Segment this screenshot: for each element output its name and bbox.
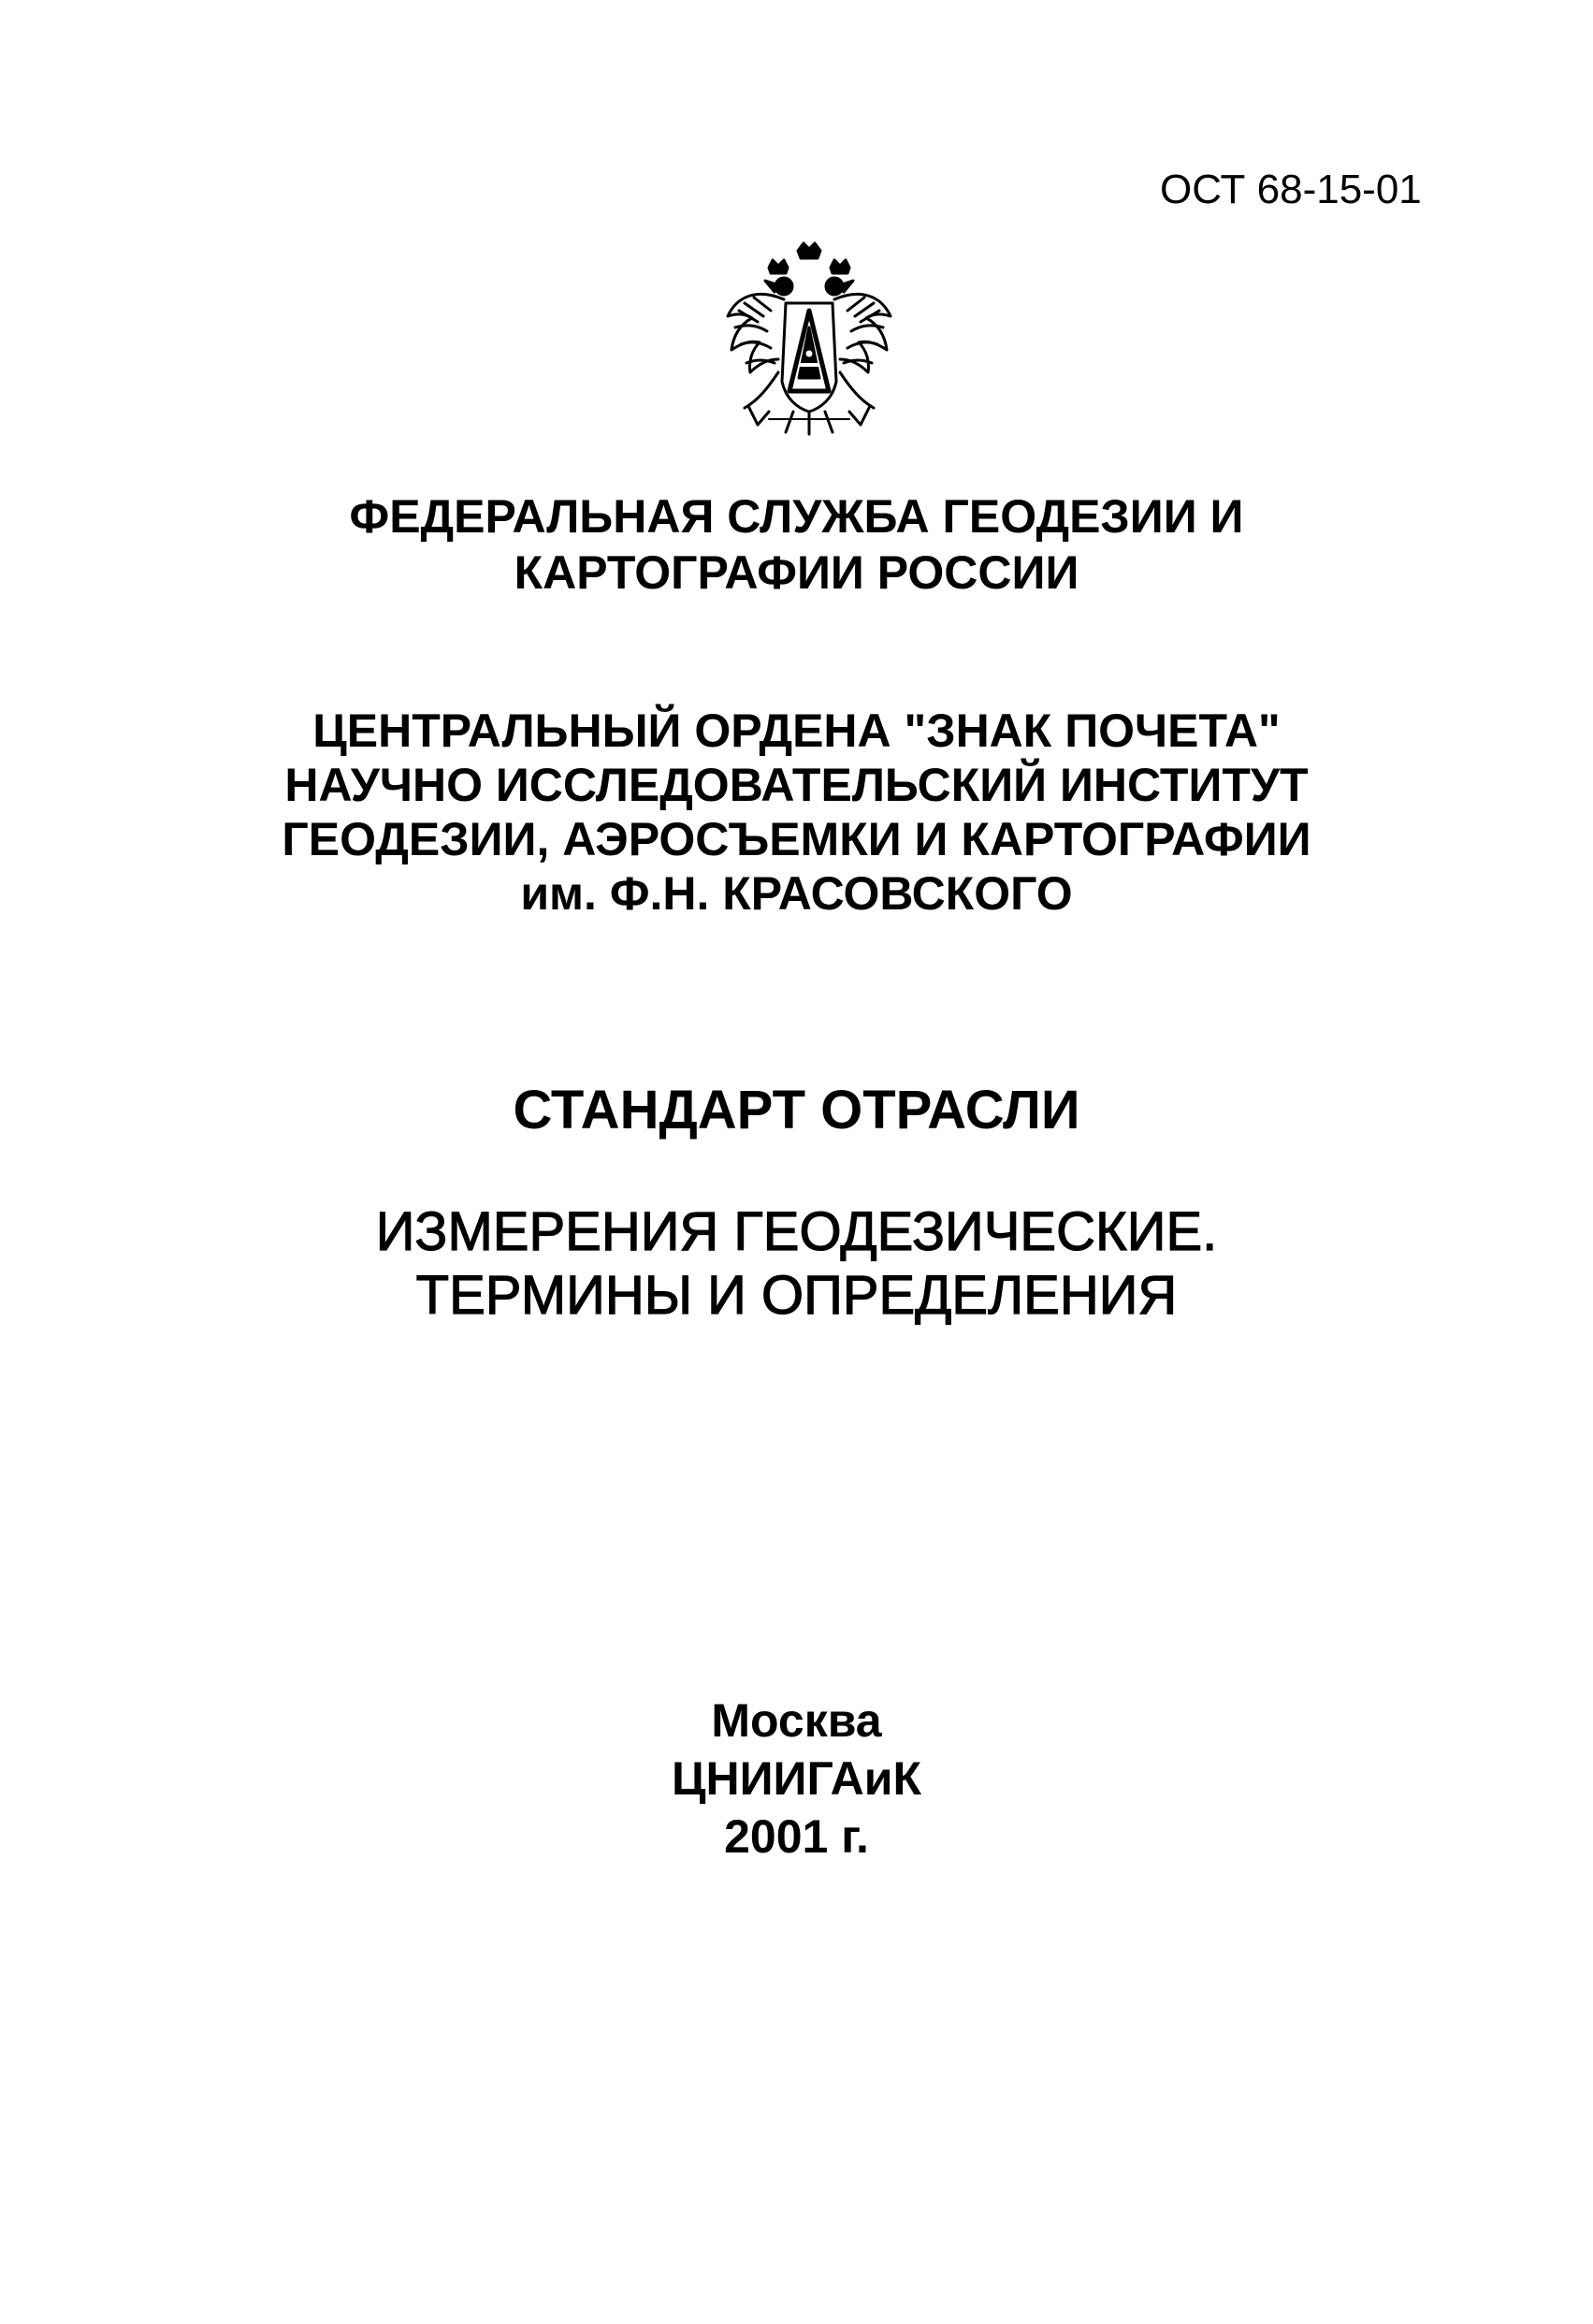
imprint-publisher: ЦНИИГАиК — [671, 1752, 922, 1805]
standard-label — [0, 1078, 1593, 1143]
standard-title — [0, 1200, 1593, 1328]
emblem-icon — [720, 241, 898, 438]
institute-line: им. Ф.Н. КРАСОВСКОГО — [520, 867, 1073, 920]
agency-name — [0, 488, 1593, 601]
agency-line: КАРТОГРАФИИ РОССИИ — [514, 546, 1079, 599]
agency-line: ФЕДЕРАЛЬНАЯ СЛУЖБА ГЕОДЕЗИИ И — [349, 490, 1244, 543]
institute-line: ЦЕНТРАЛЬНЫЙ ОРДЕНА "ЗНАК ПОЧЕТА" — [312, 704, 1281, 757]
standard-title-line: ИЗМЕРЕНИЯ ГЕОДЕЗИЧЕСКИЕ. — [375, 1201, 1218, 1262]
document-code: ОСТ 68-15-01 — [1160, 167, 1422, 212]
imprint-city: Москва — [711, 1694, 882, 1747]
standard-label-text: СТАНДАРТ ОТРАСЛИ — [513, 1080, 1080, 1140]
imprint — [0, 1692, 1593, 1866]
emblem-svg — [720, 241, 898, 438]
imprint-year: 2001 г. — [724, 1810, 869, 1863]
institute-line: НАУЧНО ИССЛЕДОВАТЕЛЬСКИЙ ИНСТИТУТ — [284, 759, 1309, 811]
standard-title-line: ТЕРМИНЫ И ОПРЕДЕЛЕНИЯ — [415, 1265, 1178, 1326]
institute-line: ГЕОДЕЗИИ, АЭРОСЪЕМКИ И КАРТОГРАФИИ — [282, 813, 1311, 865]
institute-name — [0, 704, 1593, 921]
